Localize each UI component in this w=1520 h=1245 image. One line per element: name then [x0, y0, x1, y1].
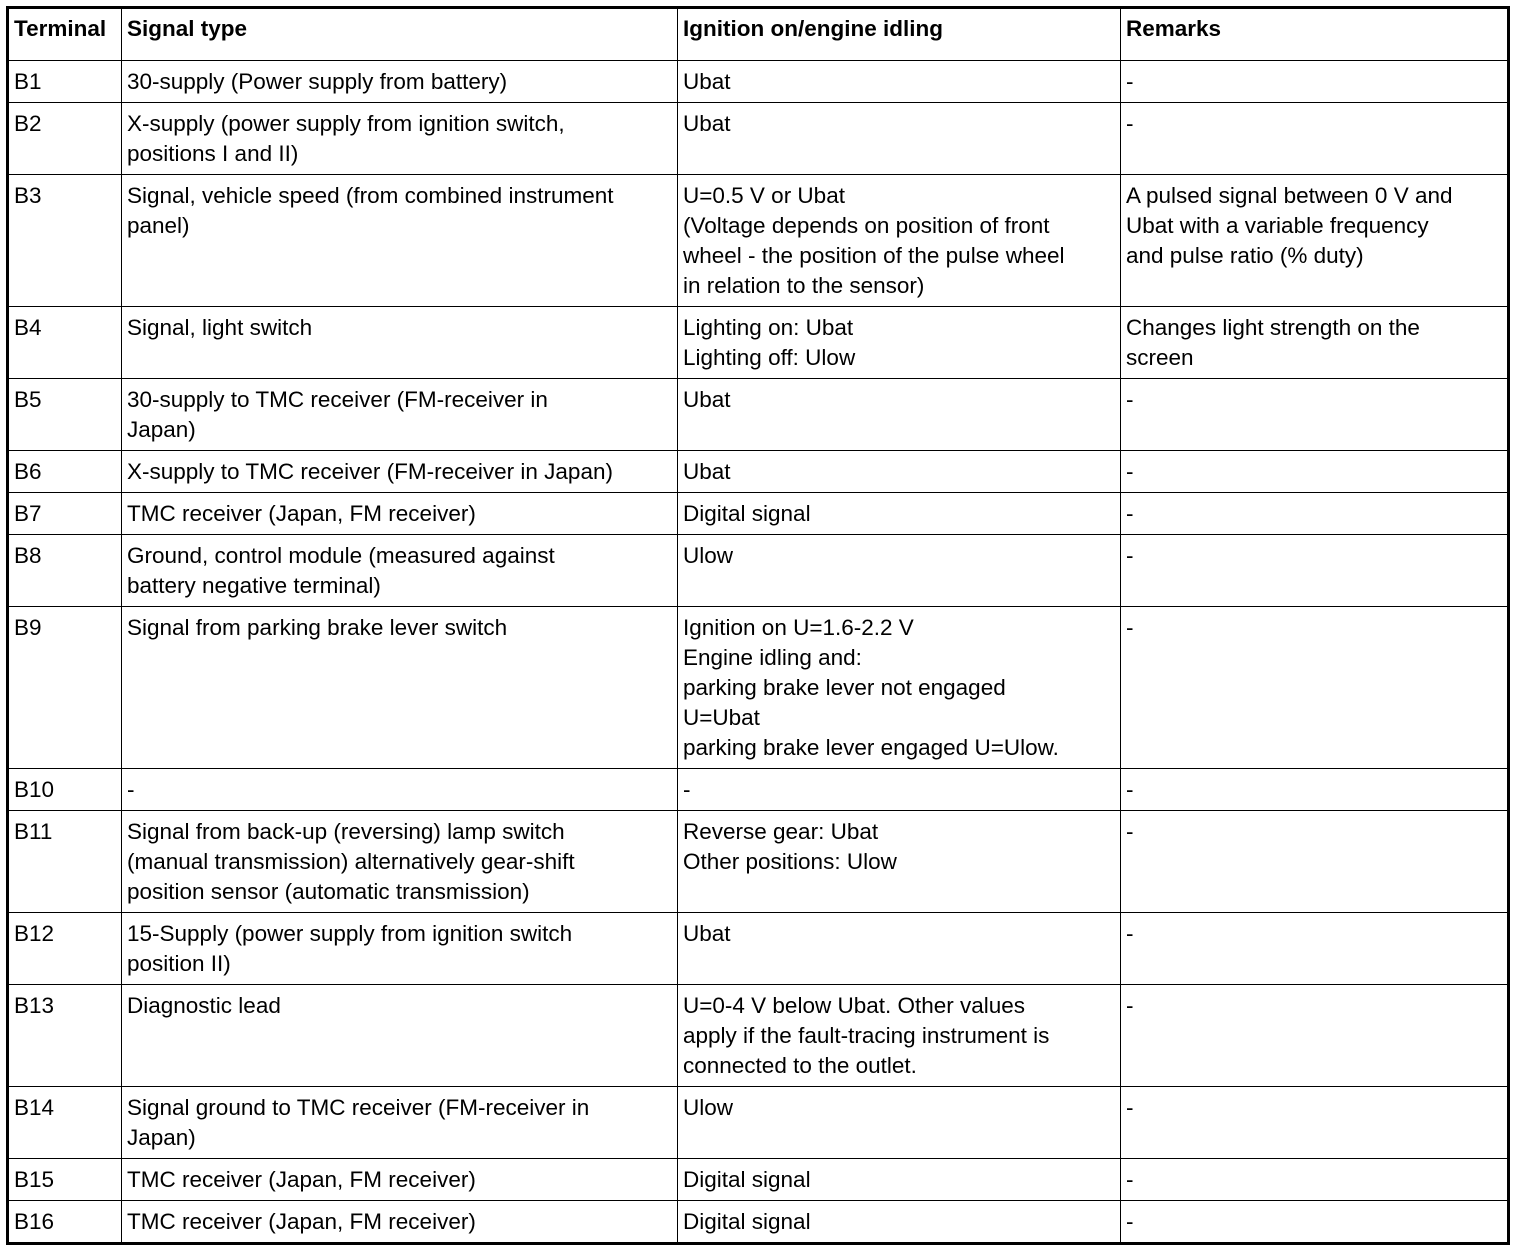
cell-terminal: B5	[8, 379, 122, 451]
cell-terminal: B6	[8, 451, 122, 493]
table-row	[8, 607, 1509, 769]
header-ignition: Ignition on/engine idling	[678, 8, 1121, 61]
cell-signal-type: -	[122, 769, 678, 811]
table-row	[8, 493, 1509, 535]
cell-remarks: -	[1121, 607, 1509, 769]
cell-remarks: -	[1121, 1087, 1509, 1159]
header-terminal: Terminal	[8, 8, 122, 61]
cell-remarks: -	[1121, 769, 1509, 811]
header-row	[8, 8, 1509, 61]
table-row	[8, 379, 1509, 451]
terminal-signal-table	[6, 6, 1510, 1245]
cell-terminal: B11	[8, 811, 122, 913]
cell-terminal: B2	[8, 103, 122, 175]
cell-ignition: Ubat	[678, 61, 1121, 103]
cell-terminal: B14	[8, 1087, 122, 1159]
cell-signal-type: Signal, vehicle speed (from combined instrument panel)	[122, 175, 678, 307]
cell-ignition: U=0-4 V below Ubat. Other values apply if the fault-tracing instrument is connected to the outlet.	[678, 985, 1121, 1087]
cell-signal-type: 30-supply (Power supply from battery)	[122, 61, 678, 103]
cell-ignition: Digital signal	[678, 493, 1121, 535]
cell-remarks: -	[1121, 985, 1509, 1087]
cell-ignition: Digital signal	[678, 1201, 1121, 1244]
cell-ignition: Ubat	[678, 451, 1121, 493]
cell-ignition: Lighting on: Ubat Lighting off: Ulow	[678, 307, 1121, 379]
cell-ignition: Ubat	[678, 379, 1121, 451]
table-row	[8, 1201, 1509, 1244]
table-row	[8, 985, 1509, 1087]
cell-signal-type: X-supply to TMC receiver (FM-receiver in Japan)	[122, 451, 678, 493]
cell-signal-type: Ground, control module (measured against battery negative terminal)	[122, 535, 678, 607]
cell-terminal: B7	[8, 493, 122, 535]
cell-ignition: Ignition on U=1.6-2.2 V Engine idling and: parking brake lever not engaged U=Ubat parking brake lever engaged U=Ulow.	[678, 607, 1121, 769]
table-row	[8, 61, 1509, 103]
cell-terminal: B8	[8, 535, 122, 607]
cell-ignition: Ubat	[678, 913, 1121, 985]
cell-terminal: B12	[8, 913, 122, 985]
cell-signal-type: Diagnostic lead	[122, 985, 678, 1087]
cell-signal-type: Signal, light switch	[122, 307, 678, 379]
cell-remarks: A pulsed signal between 0 V and Ubat with a variable frequency and pulse ratio (% duty)	[1121, 175, 1509, 307]
cell-remarks: -	[1121, 451, 1509, 493]
table-row	[8, 451, 1509, 493]
cell-terminal: B10	[8, 769, 122, 811]
cell-signal-type: 15-Supply (power supply from ignition switch position II)	[122, 913, 678, 985]
table-row	[8, 175, 1509, 307]
cell-remarks: -	[1121, 379, 1509, 451]
cell-ignition: Ubat	[678, 103, 1121, 175]
cell-ignition: Reverse gear: Ubat Other positions: Ulow	[678, 811, 1121, 913]
cell-signal-type: X-supply (power supply from ignition switch, positions I and II)	[122, 103, 678, 175]
cell-terminal: B4	[8, 307, 122, 379]
cell-terminal: B9	[8, 607, 122, 769]
cell-signal-type: TMC receiver (Japan, FM receiver)	[122, 1159, 678, 1201]
cell-signal-type: Signal ground to TMC receiver (FM-receiver in Japan)	[122, 1087, 678, 1159]
cell-remarks: -	[1121, 535, 1509, 607]
cell-remarks: -	[1121, 1159, 1509, 1201]
cell-remarks: -	[1121, 103, 1509, 175]
cell-signal-type: Signal from back-up (reversing) lamp switch (manual transmission) alternatively gear-shift position sensor (automatic transmission)	[122, 811, 678, 913]
table-row	[8, 811, 1509, 913]
cell-ignition: Digital signal	[678, 1159, 1121, 1201]
header-signal-type: Signal type	[122, 8, 678, 61]
cell-remarks: -	[1121, 493, 1509, 535]
cell-ignition: -	[678, 769, 1121, 811]
cell-remarks: -	[1121, 913, 1509, 985]
table-body	[8, 61, 1509, 1244]
table-row	[8, 103, 1509, 175]
cell-terminal: B16	[8, 1201, 122, 1244]
table-row	[8, 1087, 1509, 1159]
cell-terminal: B1	[8, 61, 122, 103]
cell-terminal: B3	[8, 175, 122, 307]
cell-terminal: B13	[8, 985, 122, 1087]
table-row	[8, 913, 1509, 985]
cell-remarks: -	[1121, 61, 1509, 103]
cell-remarks: -	[1121, 1201, 1509, 1244]
cell-remarks: -	[1121, 811, 1509, 913]
table-row	[8, 535, 1509, 607]
cell-signal-type: TMC receiver (Japan, FM receiver)	[122, 493, 678, 535]
table-row	[8, 307, 1509, 379]
cell-signal-type: 30-supply to TMC receiver (FM-receiver in Japan)	[122, 379, 678, 451]
cell-ignition: Ulow	[678, 535, 1121, 607]
table-row	[8, 769, 1509, 811]
cell-signal-type: Signal from parking brake lever switch	[122, 607, 678, 769]
cell-signal-type: TMC receiver (Japan, FM receiver)	[122, 1201, 678, 1244]
table-header	[8, 8, 1509, 61]
cell-terminal: B15	[8, 1159, 122, 1201]
cell-ignition: U=0.5 V or Ubat (Voltage depends on position of front wheel - the position of the pulse wheel in relation to the sensor)	[678, 175, 1121, 307]
cell-ignition: Ulow	[678, 1087, 1121, 1159]
cell-remarks: Changes light strength on the screen	[1121, 307, 1509, 379]
header-remarks: Remarks	[1121, 8, 1509, 61]
table-row	[8, 1159, 1509, 1201]
